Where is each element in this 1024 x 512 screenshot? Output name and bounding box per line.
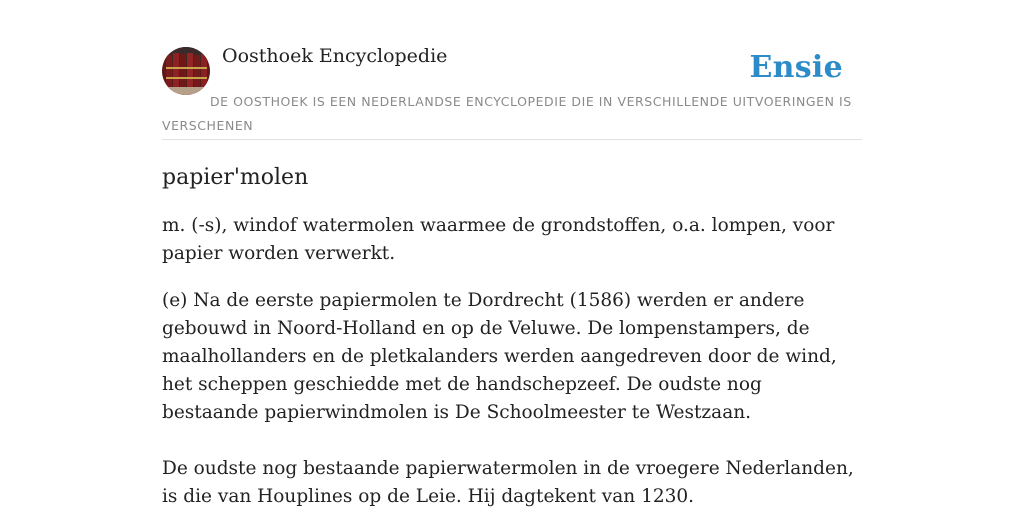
- site-name-link[interactable]: Oosthoek Encyclopedie: [222, 45, 448, 67]
- entry-title: papier'molen: [162, 165, 309, 190]
- paragraph-gap: [162, 446, 862, 455]
- ensie-logo-link[interactable]: Ensie: [749, 50, 843, 85]
- entry-content: [162, 160, 862, 512]
- site-header: [162, 40, 862, 140]
- books-icon[interactable]: [162, 47, 210, 95]
- entry-paragraph: De oudste nog bestaande papierwatermolen in de vroegere Nederlanden, is die van Houplines op de Leie. Hij dagtekent van 1230.: [162, 458, 854, 507]
- site-tagline: DE OOSTHOEK IS EEN NEDERLANDSE ENCYCLOPEDIE DIE IN VERSCHILLENDE UITVOERINGEN IS VERSCHENEN: [162, 94, 852, 133]
- entry-paragraph: (e) Na de eerste papiermolen te Dordrecht (1586) werden er andere gebouwd in Noord-Holland en op de Veluwe. De lompenstampers, de maalhollanders en de pletkalanders werden aangedreven door de wind, het scheppen geschiedde met de handschepzeef. De oudste nog bestaande papierwindmolen is De Schoolmeester te Westzaan.: [162, 290, 837, 423]
- entry-definition: m. (-s), windof watermolen waarmee de grondstoffen, o.a. lompen, voor papier worden verwerkt.: [162, 215, 835, 264]
